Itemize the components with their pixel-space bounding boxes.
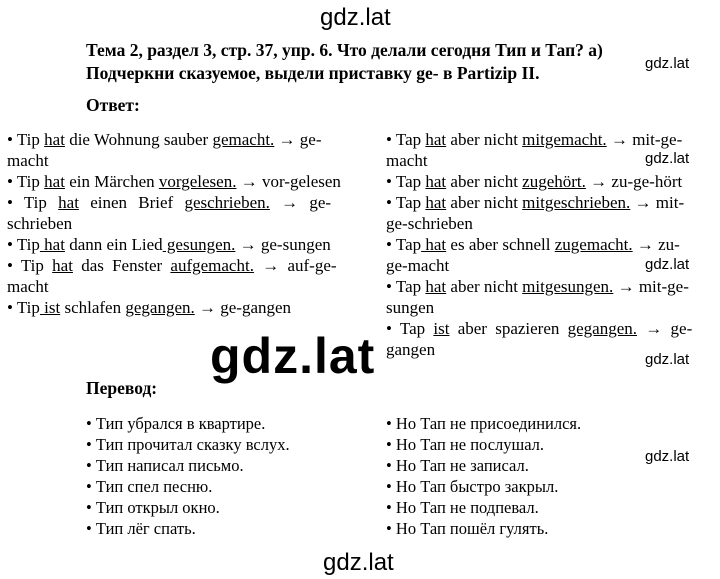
right-line-3: • Tap hat aber nicht zugehört. → zu-ge-hört <box>386 172 683 191</box>
partizip-underline: aufgemacht. <box>170 256 254 275</box>
right-line-10: • Tap ist aber spazieren gegangen. → ge- <box>386 319 693 338</box>
right-line-9: sungen <box>386 298 435 317</box>
translation-left-4: • Тип спел песню. <box>86 477 213 496</box>
left-line-5: schrieben <box>7 214 73 233</box>
task-line-1: Тема 2, раздел 3, стр. 37, упр. 6. Что делали сегодня Тип и Тап? а) <box>86 40 603 60</box>
left-line-2: macht <box>7 151 49 170</box>
watermark-big: gdz.lat <box>210 328 376 384</box>
partizip-underline: vorgelesen. <box>158 172 237 191</box>
left-line-4: • Tip hat einen Brief geschrieben. → ge- <box>7 193 332 212</box>
partizip-underline: mitgemacht. <box>522 130 607 149</box>
partizip-underline: zugehört. <box>522 172 586 191</box>
right-line-8: • Tap hat aber nicht mitgesungen. → mit-ge- <box>386 277 689 296</box>
predicate-underline: ist <box>39 298 61 317</box>
watermark-small-3: gdz.lat <box>645 256 690 273</box>
watermark-small-2: gdz.lat <box>645 150 690 167</box>
predicate-underline: hat <box>421 235 447 254</box>
left-line-1: • Tip hat die Wohnung sauber gemacht. → ge- <box>7 130 322 149</box>
predicate-underline: hat <box>425 193 447 212</box>
watermark-small-1: gdz.lat <box>645 55 690 72</box>
left-line-9: • Tip ist schlafen gegangen. → ge-gangen <box>7 298 292 317</box>
right-line-11: gangen <box>386 340 436 359</box>
predicate-underline: hat <box>44 130 65 149</box>
left-line-8: macht <box>7 277 49 296</box>
right-line-4: • Tap hat aber nicht mitgeschrieben. → mit- <box>386 193 685 212</box>
partizip-underline: zugemacht. <box>554 235 633 254</box>
predicate-underline: hat <box>39 235 65 254</box>
partizip-underline: geschrieben. <box>184 193 270 212</box>
watermark-small-5: gdz.lat <box>645 448 690 465</box>
predicate-underline: hat <box>425 172 447 191</box>
predicate-underline: hat <box>52 256 73 275</box>
translation-heading: Перевод: <box>86 378 158 398</box>
left-line-6: • Tip hat dann ein Lied gesungen. → ge-sungen <box>7 235 331 254</box>
left-line-3: • Tip hat ein Märchen vorgelesen. → vor-gelesen <box>7 172 341 191</box>
translation-left-6: • Тип лёг спать. <box>86 519 196 538</box>
watermark-small-4: gdz.lat <box>645 351 690 368</box>
partizip-underline: mitgesungen. <box>522 277 614 296</box>
translation-left-2: • Тип прочитал сказку вслух. <box>86 435 290 454</box>
translation-left-5: • Тип открыл окно. <box>86 498 220 517</box>
right-line-5: ge-schrieben <box>386 214 473 233</box>
right-line-2: macht <box>386 151 428 170</box>
translation-right-1: • Но Тап не присоединился. <box>386 414 582 433</box>
predicate-underline: hat <box>425 130 447 149</box>
partizip-underline: gesungen. <box>162 235 236 254</box>
answer-heading: Ответ: <box>86 95 140 115</box>
translation-right-4: • Но Тап быстро закрыл. <box>386 477 559 496</box>
translation-right-2: • Но Тап не послушал. <box>386 435 545 454</box>
right-line-1: • Tap hat aber nicht mitgemacht. → mit-ge- <box>386 130 683 149</box>
partizip-underline: gegangen. <box>125 298 195 317</box>
translation-left-3: • Тип написал письмо. <box>86 456 244 475</box>
translation-right-3: • Но Тап не записал. <box>386 456 529 475</box>
predicate-underline: hat <box>425 277 447 296</box>
left-line-7: • Tip hat das Fenster aufgemacht. → auf-ge- <box>7 256 337 275</box>
translation-right-5: • Но Тап не подпевал. <box>386 498 539 517</box>
translation-left-1: • Тип убрался в квартире. <box>86 414 266 433</box>
watermark-top: gdz.lat <box>320 4 391 31</box>
task-line-2: Подчеркни сказуемое, выдели приставку ge- в Partizip II. <box>86 63 540 83</box>
watermark-bottom: gdz.lat <box>323 549 394 576</box>
partizip-underline: mitgeschrieben. <box>522 193 631 212</box>
partizip-underline: gegangen. <box>567 319 638 338</box>
predicate-underline: hat <box>58 193 79 212</box>
partizip-underline: gemacht. <box>212 130 275 149</box>
translation-right-6: • Но Тап пошёл гулять. <box>386 519 549 538</box>
predicate-underline: hat <box>44 172 65 191</box>
right-line-7: ge-macht <box>386 256 450 275</box>
right-line-6: • Tap hat es aber schnell zugemacht. → zu- <box>386 235 680 254</box>
predicate-underline: ist <box>433 319 450 338</box>
